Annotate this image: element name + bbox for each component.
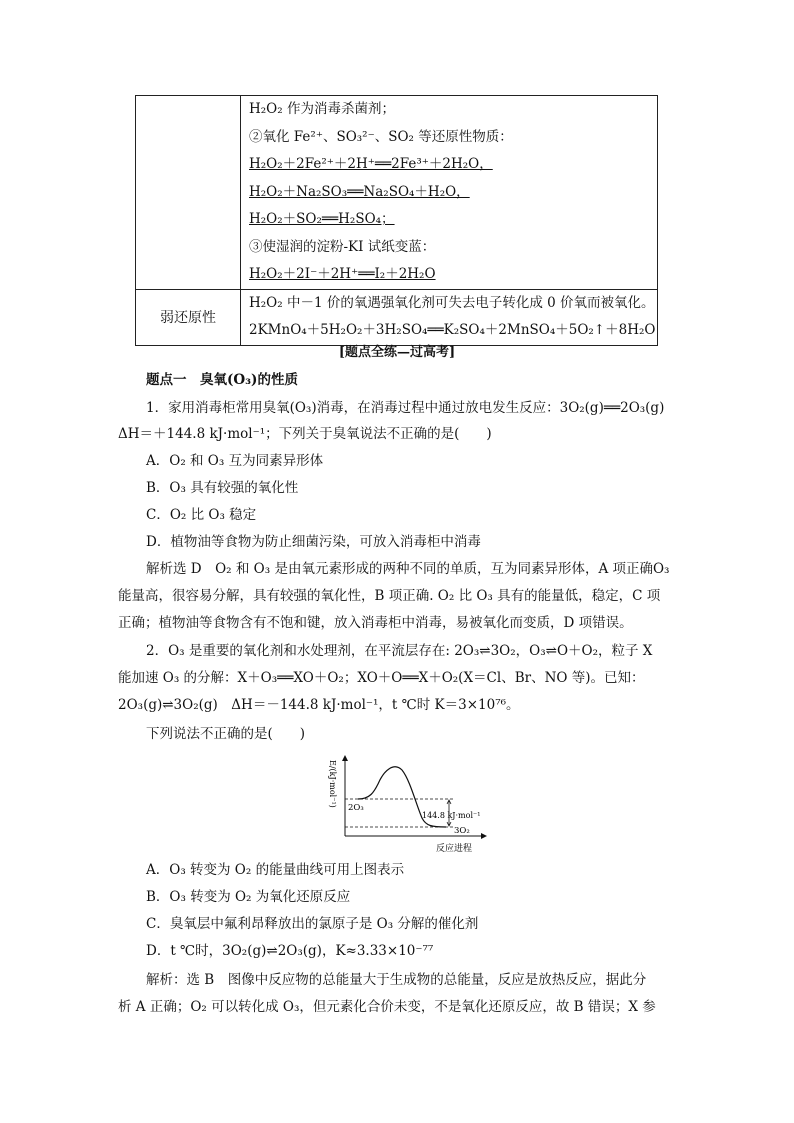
reactant-label: 2O₃ [348,803,364,813]
table-line: H₂O₂ 中－1 价的氧遇强氧化剂可失去电子转化成 0 价氧而被氧化。 [249,294,655,311]
q1-option-a: A．O₂ 和 O₃ 互为同素异形体 [146,453,324,469]
q1-option-b: B．O₃ 具有较强的氧化性 [146,480,299,496]
product-label: 3O₂ [454,826,470,836]
q2-option-b: B．O₃ 转变为 O₂ 为氧化还原反应 [146,889,351,905]
q2-option-a: A．O₃ 转变为 O₂ 的能量曲线可用上图表示 [146,862,405,878]
table-line: ②氧化 Fe²⁺、SO₃²⁻、SO₂ 等还原性物质： [249,128,513,145]
row1-label-cell [136,96,241,290]
q1-stem-line1: 1．家用消毒柜常用臭氧(O₃)消毒，在消毒过程中通过放电发生反应：3O₂(g)══2O₃(g) [146,400,665,416]
q1-analysis-line3: 正确；植物油等食物含有不饱和键，放入消毒柜中消毒，易被氧化而变质，D 项错误。 [118,615,633,631]
section-caption: [题点全练—过高考] [338,345,456,360]
row2-label-cell: 弱还原性 [136,289,241,345]
table-equation: H₂O₂＋Na₂SO₃══Na₂SO₄＋H₂O， [249,183,470,200]
row1-content-cell [241,96,658,290]
table-line: H₂O₂ 作为消毒杀菌剂； [249,101,395,117]
table-equation: 2KMnO₄＋5H₂O₂＋3H₂SO₄══K₂SO₄＋2MnSO₄＋5O₂↑＋8H₂O [249,322,656,338]
energy-diagram [318,752,493,856]
y-axis-label: E/(kJ·mol⁻¹) [328,760,337,808]
q1-option-c: C．O₂ 比 O₃ 稳定 [146,507,257,523]
table-equation: H₂O₂＋SO₂══H₂SO₄； [249,211,395,227]
table-equation: H₂O₂＋2I⁻＋2H⁺══I₂＋2H₂O [249,266,436,282]
q2-analysis-line2: 析 A 正确；O₂ 可以转化成 O₃，但元素化合价未变，不是氧化还原反应，故 B 错误；X 参 [118,999,656,1015]
row2-content-cell [241,289,658,345]
table-equation: H₂O₂＋2Fe²⁺＋2H⁺══2Fe³⁺＋2H₂O， [249,156,493,172]
q1-analysis-line2: 能量高，很容易分解，具有较强的氧化性，B 项正确. O₂ 比 O₃ 具有的能量低，稳定，C 项 [118,588,661,604]
q2-stem-line1: 2．O₃ 是重要的氧化剂和水处理剂，在平流层存在: 2O₃⇌3O₂，O₃⇌O＋O₂，粒子 X [146,643,653,659]
q2-analysis-line1: 解析：选 B 图像中反应物的总能量大于生成物的总能量，反应是放热反应，据此分 [146,972,647,988]
section-title: 题点一 臭氧(O₃)的性质 [146,372,298,388]
q2-stem-line3: 2O₃(g)⇌3O₂(g) ΔH＝－144.8 kJ·mol⁻¹，t ℃时 K＝3×10⁷⁶。 [118,697,520,713]
q2-option-c: C．臭氧层中氟利昂释放出的氯原子是 O₃ 分解的催化剂 [146,916,479,932]
q1-stem-line2: ΔH＝＋144.8 kJ·mol⁻¹；下列关于臭氧说法不正确的是( ) [118,426,492,442]
q2-stem-line4: 下列说法不正确的是( ) [146,726,306,742]
q1-option-d: D．植物油等食物为防止细菌污染，可放入消毒柜中消毒 [146,534,481,550]
x-axis-label: 反应进程 [436,844,473,854]
q2-option-d: D．t ℃时，3O₂(g)⇌2O₃(g)，K≈3.33×10⁻⁷⁷ [146,943,434,959]
q1-analysis-line1: 解析选 D O₂ 和 O₃ 是由氧元素形成的两种不同的单质，互为同素异形体，A 项正确O₃ [146,561,670,577]
table-line: ③使湿润的淀粉-KI 试纸变蓝： [249,238,436,255]
q2-stem-line2: 能加速 O₃ 的分解：X＋O₃══XO＋O₂；XO＋O══X＋O₂(X＝Cl、Br、NO 等)。已知： [118,670,645,686]
properties-table [135,95,658,346]
delta-label: 144.8 kJ·mol⁻¹ [422,811,481,820]
